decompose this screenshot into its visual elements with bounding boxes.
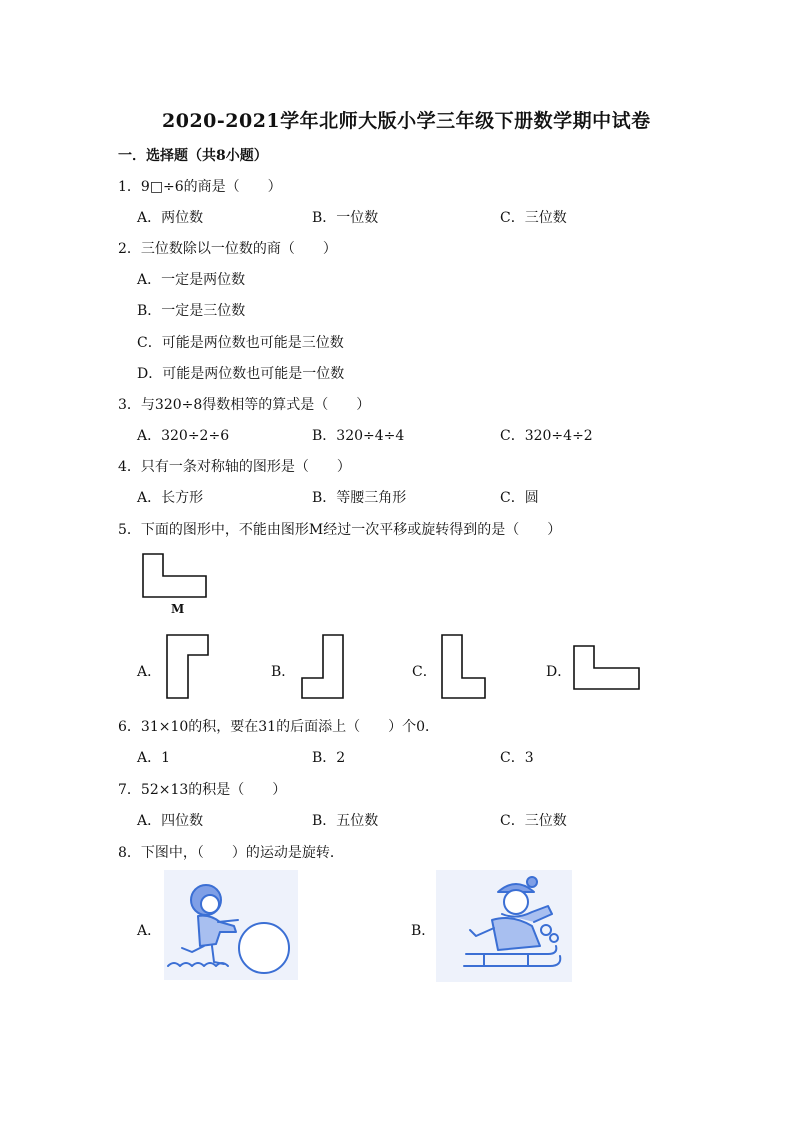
question-3-stem: 3．与320÷8得数相等的算式是（ ）: [118, 397, 371, 413]
question-2-option-b[interactable]: B．一定是三位数: [137, 303, 246, 319]
question-2-option-d[interactable]: D．可能是两位数也可能是一位数: [137, 366, 345, 382]
question-8-stem: 8．下图中，（ ）的运动是旋转．: [118, 845, 344, 861]
question-4-option-c[interactable]: C．圆: [500, 490, 539, 506]
question-3-option-c[interactable]: C．320÷4÷2: [500, 428, 593, 444]
girl-rolling-snowball-illustration: [164, 870, 298, 980]
question-3-option-a[interactable]: A．320÷2÷6: [137, 428, 230, 444]
option-a-shape: [166, 634, 210, 700]
question-7-option-b[interactable]: B．五位数: [312, 813, 379, 829]
shape-m-figure: [142, 553, 208, 599]
option-b-shape: [301, 634, 345, 700]
question-7-option-a[interactable]: A．四位数: [137, 813, 204, 829]
question-5-option-b[interactable]: B．: [271, 664, 296, 680]
question-5-option-a[interactable]: A．: [137, 664, 162, 680]
question-1-stem: 1．9□÷6的商是（ ）: [118, 179, 282, 195]
question-1-option-a[interactable]: A．两位数: [137, 210, 204, 226]
section-heading: 一．选择题（共8小题）: [118, 148, 268, 164]
question-4-option-a[interactable]: A．长方形: [137, 490, 204, 506]
question-8-option-b[interactable]: B．: [411, 923, 436, 939]
question-2-option-c[interactable]: C．可能是两位数也可能是三位数: [137, 335, 344, 351]
question-6-option-a[interactable]: A．1: [137, 750, 171, 766]
shape-m-label: M: [171, 602, 185, 616]
question-5-option-d[interactable]: D．: [546, 664, 572, 680]
question-7-stem: 7．52×13的积是（ ）: [118, 782, 287, 798]
option-d-shape: [573, 645, 641, 691]
question-6-option-b[interactable]: B．2: [312, 750, 346, 766]
question-3-option-b[interactable]: B．320÷4÷4: [312, 428, 405, 444]
question-6-stem: 6．31×10的积，要在31的后面添上（ ）个0．: [118, 719, 439, 735]
question-5-stem: 5．下面的图形中，不能由图形M经过一次平移或旋转得到的是（ ）: [118, 522, 562, 538]
question-2-option-a[interactable]: A．一定是两位数: [137, 272, 246, 288]
question-2-stem: 2．三位数除以一位数的商（ ）: [118, 241, 337, 257]
page-title: 2020-2021学年北师大版小学三年级下册数学期中试卷: [162, 110, 651, 132]
question-4-option-b[interactable]: B．等腰三角形: [312, 490, 407, 506]
question-5-option-c[interactable]: C．: [412, 664, 437, 680]
question-1-option-b[interactable]: B．一位数: [312, 210, 379, 226]
question-8-option-a[interactable]: A．: [137, 923, 162, 939]
option-c-shape: [441, 634, 487, 700]
question-1-option-c[interactable]: C．三位数: [500, 210, 567, 226]
question-4-stem: 4．只有一条对称轴的图形是（ ）: [118, 459, 351, 475]
question-7-option-c[interactable]: C．三位数: [500, 813, 567, 829]
child-on-sled-illustration: [436, 870, 572, 982]
question-6-option-c[interactable]: C．3: [500, 750, 534, 766]
